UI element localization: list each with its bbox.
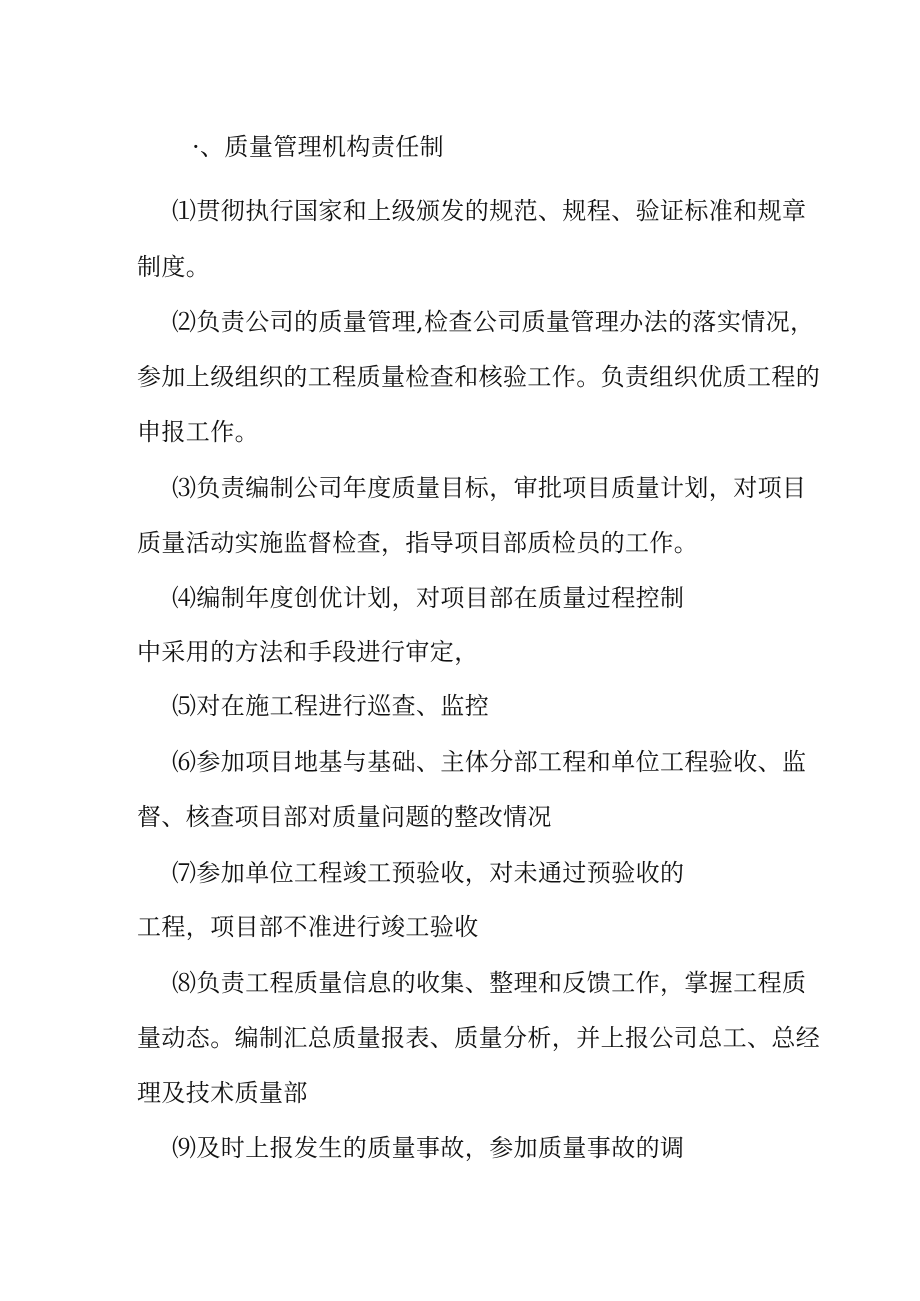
paragraph-line: ⑴贯彻执行国家和上级颁发的规范、规程、验证标准和规章 bbox=[172, 197, 807, 225]
section-heading: ·、质量管理机构责任制 bbox=[192, 133, 445, 161]
paragraph-line: ⑶负责编制公司年度质量目标，审批项目质量计划，对项目 bbox=[172, 474, 807, 502]
paragraph-line: 制度。 bbox=[137, 253, 211, 281]
paragraph-line: 量动态。编制汇总质量报表、质量分析，并上报公司总工、总经 bbox=[137, 1024, 821, 1052]
paragraph-line: 中采用的方法和手段进行审定， bbox=[137, 638, 479, 666]
paragraph-line: 参加上级组织的工程质量检查和核验工作。负责组织优质工程的 bbox=[137, 363, 821, 391]
paragraph-line: 工程，项目部不准进行竣工验收 bbox=[137, 913, 479, 941]
paragraph-line: ⑼及时上报发生的质量事故，参加质量事故的调 bbox=[172, 1134, 685, 1162]
paragraph-line: ⑸对在施工程进行巡查、监控 bbox=[172, 692, 490, 720]
paragraph-line: ⑻负责工程质量信息的收集、整理和反馈工作，掌握工程质 bbox=[172, 969, 807, 997]
paragraph-line: ⑷编制年度创优计划，对项目部在质量过程控制 bbox=[172, 584, 685, 612]
paragraph-line: 质量活动实施监督检查，指导项目部质检员的工作。 bbox=[137, 529, 699, 557]
paragraph-line: 理及技术质量部 bbox=[137, 1079, 308, 1107]
paragraph-line: ⑵负责公司的质量管理,检查公司质量管理办法的落实情况， bbox=[172, 308, 815, 336]
paragraph-line: 督、核查项目部对质量问题的整改情况 bbox=[137, 803, 552, 831]
paragraph-line: ⑹参加项目地基与基础、主体分部工程和单位工程验收、监 bbox=[172, 748, 807, 776]
paragraph-line: ⑺参加单位工程竣工预验收，对未通过预验收的 bbox=[172, 859, 685, 887]
paragraph-line: 申报工作。 bbox=[137, 418, 259, 446]
